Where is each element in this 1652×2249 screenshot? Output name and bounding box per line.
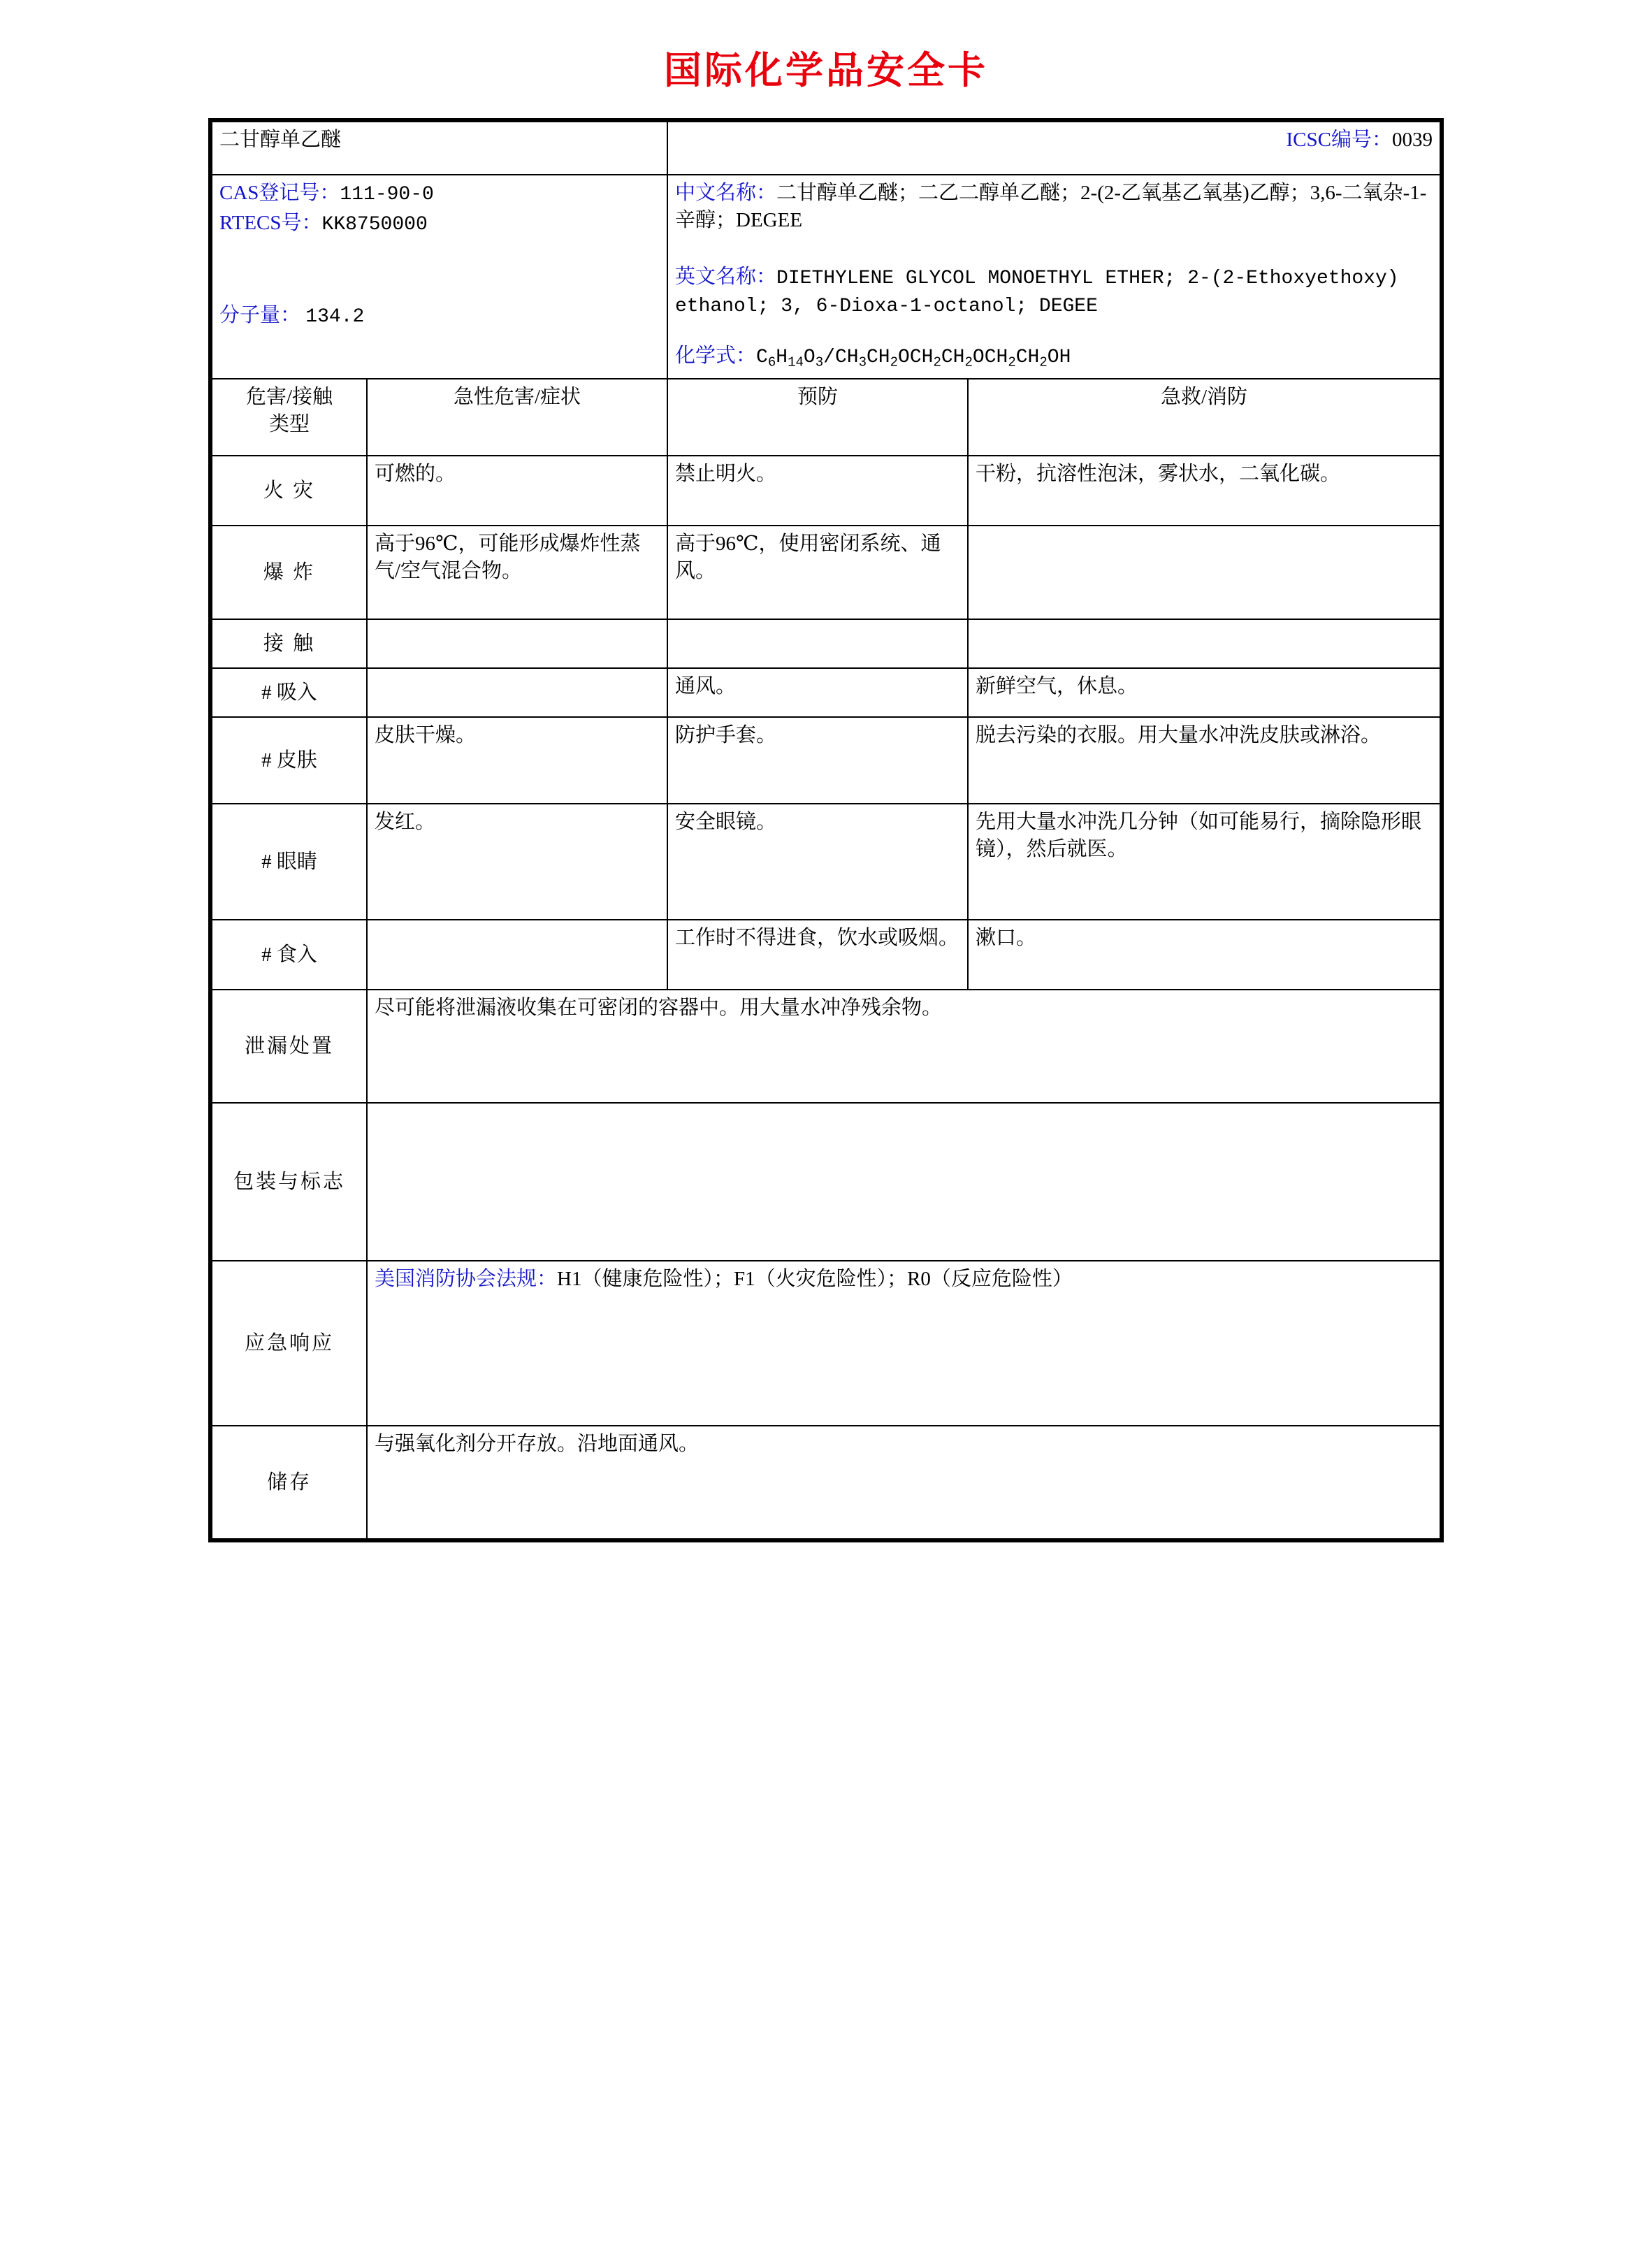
icsc-label: ICSC编号：: [1286, 129, 1392, 151]
fire-prevention: 禁止明火。: [667, 456, 968, 526]
table-row-inhalation: [212, 668, 1440, 717]
col-header-type: [212, 379, 367, 456]
row-label-skin: # 皮肤: [212, 717, 367, 804]
eyes-prevention: 安全眼镜。: [667, 804, 968, 920]
en-names-label: 英文名称：: [675, 265, 777, 288]
table-row-explosion: [212, 526, 1440, 619]
table-row-skin: [212, 717, 1440, 804]
row-label-explosion: 爆 炸: [212, 526, 367, 619]
inhalation-firstaid: 新鲜空气，休息。: [968, 668, 1440, 717]
row-label-ingestion: # 食入: [212, 920, 367, 990]
inhalation-prevention: 通风。: [667, 668, 968, 717]
mw-line: [219, 302, 660, 331]
icsc-card: [208, 118, 1444, 1542]
identification-row: [212, 175, 1440, 379]
explosion-firstaid: [968, 526, 1440, 619]
table-row-emergency: [212, 1261, 1440, 1426]
ingestion-firstaid: 漱口。: [968, 920, 1440, 990]
formula-value: $C_6H_{14}O_3/CH_3CH_2OCH_2CH_2OCH_2CH_2OH$: [756, 347, 1071, 370]
spillage-text: 尽可能将泄漏液收集在可密闭的容器中。用大量水冲净残余物。: [367, 990, 1440, 1103]
packaging-text: [367, 1103, 1440, 1261]
skin-hazards: 皮肤干燥。: [367, 717, 667, 804]
table-row-spillage: [212, 990, 1440, 1103]
cn-names-label: 中文名称：: [675, 182, 777, 204]
eyes-firstaid: 先用大量水冲洗几分钟（如可能易行，摘除隐形眼镜），然后就医。: [968, 804, 1440, 920]
row-label-storage: 储存: [212, 1426, 367, 1539]
mw-value: 134.2: [305, 306, 365, 328]
table-row-storage: [212, 1426, 1440, 1539]
inhalation-hazards: [367, 668, 667, 717]
exposure-hazards: [367, 619, 667, 668]
explosion-hazards: 高于96℃，可能形成爆炸性蒸气/空气混合物。: [367, 526, 667, 619]
row-label-inhalation: # 吸入: [212, 668, 367, 717]
identification-right: [667, 175, 1440, 379]
ingestion-prevention: 工作时不得进食，饮水或吸烟。: [667, 920, 968, 990]
spacer-2: [675, 237, 1433, 261]
substance-name: 二甘醇单乙醚: [212, 122, 667, 175]
page-footer-space: [0, 1542, 1652, 1836]
cas-label: CAS登记号：: [219, 182, 340, 204]
spacer-3: [675, 321, 1433, 340]
ingestion-hazards: [367, 920, 667, 990]
col-header-hazards: 急性危害/症状: [367, 379, 667, 456]
cn-names-value: 二甘醇单乙醚；二乙二醇单乙醚；2-(2-乙氧基乙氧基)乙醇；3,6-二氧杂-1-辛醇；DEGEE: [675, 182, 1427, 231]
exposure-firstaid: [968, 619, 1440, 668]
row-label-spillage: 泄漏处置: [212, 990, 367, 1103]
column-header-row: [212, 379, 1440, 456]
rtecs-line: [219, 210, 660, 238]
emergency-text: H1（健康危险性）；F1（火灾危险性）；R0（反应危险性）: [557, 1268, 1073, 1291]
storage-text: 与强氧化剂分开存放。沿地面通风。: [367, 1426, 1440, 1539]
row-label-eyes: # 眼睛: [212, 804, 367, 920]
en-names: [675, 263, 1433, 319]
row-label-packaging: 包装与标志: [212, 1103, 367, 1261]
eyes-hazards: 发红。: [367, 804, 667, 920]
formula-line: [675, 342, 1433, 371]
cn-names: [675, 180, 1433, 234]
col-header-firstaid: 急救/消防: [968, 379, 1440, 456]
row-label-emergency: 应急响应: [212, 1261, 367, 1426]
en-names-value: DIETHYLENE GLYCOL MONOETHYL ETHER; 2-(2-Ethoxyethoxy) ethanol; 3, 6-Dioxa-1-octanol; DEGEE: [675, 267, 1399, 317]
cas-line: [219, 180, 660, 208]
exposure-prevention: [667, 619, 968, 668]
icsc-value: 0039: [1392, 129, 1433, 151]
fire-firstaid: 干粉，抗溶性泡沫，雾状水，二氧化碳。: [968, 456, 1440, 526]
emergency-cell: [367, 1261, 1440, 1426]
table-row-fire: [212, 456, 1440, 526]
header-row: [212, 122, 1440, 175]
icsc-number-cell: [667, 122, 1440, 175]
skin-prevention: 防护手套。: [667, 717, 968, 804]
table-row-ingestion: [212, 920, 1440, 990]
fire-hazards: 可燃的。: [367, 456, 667, 526]
table-row-packaging: [212, 1103, 1440, 1261]
explosion-prevention: 高于96℃，使用密闭系统、通风。: [667, 526, 968, 619]
cas-value: 111-90-0: [340, 184, 434, 205]
icsc-table: [211, 121, 1441, 1540]
row-label-fire: 火 灾: [212, 456, 367, 526]
rtecs-value: KK8750000: [321, 213, 428, 236]
rtecs-label: RTECS号：: [219, 211, 322, 234]
identification-left: [212, 175, 667, 379]
nfpa-label: 美国消防协会法规：: [375, 1268, 558, 1291]
mw-label: 分子量：: [219, 304, 301, 327]
page-title: 国际化学品安全卡: [664, 48, 988, 92]
col-header-type-line1: 危害/接触: [245, 386, 333, 409]
row-label-exposure: 接 触: [212, 619, 367, 668]
table-row-eyes: [212, 804, 1440, 920]
col-header-prevention: 预防: [667, 379, 968, 456]
spacer: [219, 239, 660, 302]
col-header-type-line2: 类型: [268, 412, 310, 435]
table-row-exposure: [212, 619, 1440, 668]
formula-label: 化学式：: [675, 345, 757, 368]
skin-firstaid: 脱去污染的衣服。用大量水冲洗皮肤或淋浴。: [968, 717, 1440, 804]
